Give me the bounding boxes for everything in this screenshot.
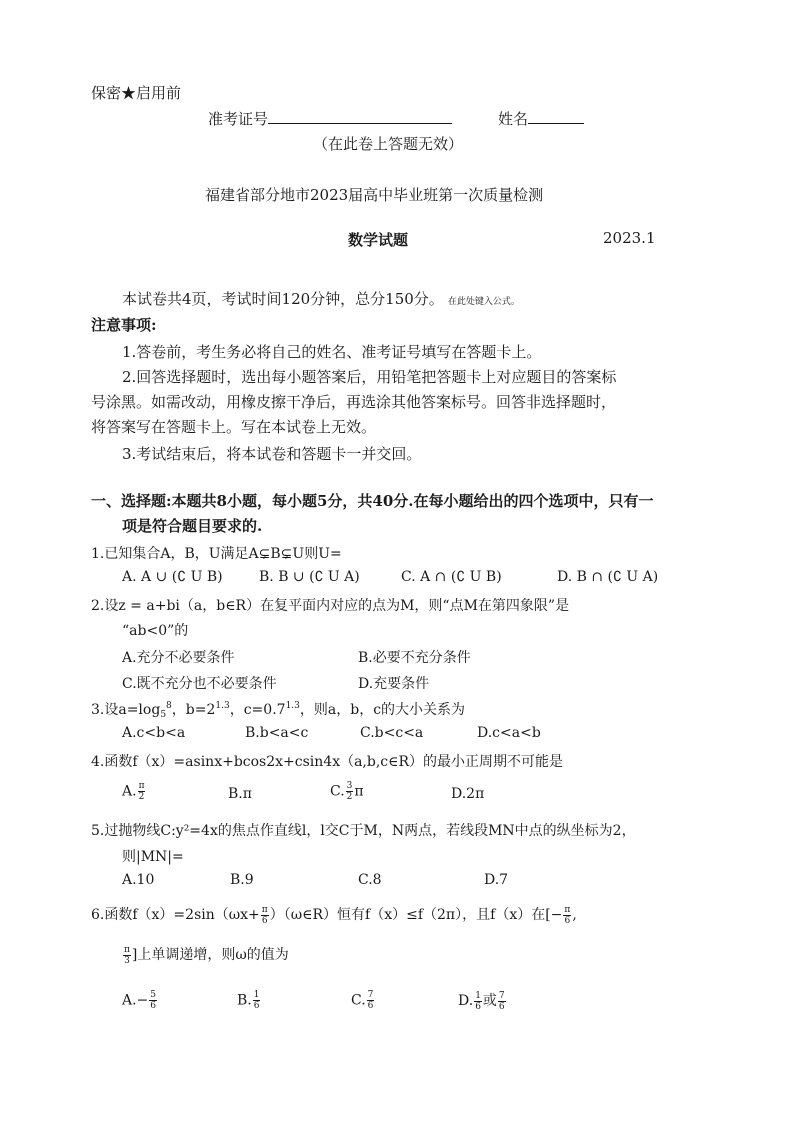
q6-option-a-den: 6 xyxy=(150,1001,157,1011)
q4-stem: 4.函数f（x）=asinx+bcos2x+csin4x（a,b,c∈R）的最小正周期不可能是 xyxy=(91,754,564,770)
q6-option-c-den: 6 xyxy=(367,1001,374,1011)
q6-option-d[interactable] xyxy=(458,990,507,1012)
q6-option-a-label: A.− xyxy=(122,992,149,1009)
q5-option-c[interactable]: C.8 xyxy=(358,872,382,888)
q3-stem-prefix: 3.设a=log xyxy=(91,702,161,718)
q4-option-a-fraction xyxy=(138,781,146,802)
q6-option-b-den: 6 xyxy=(253,1001,260,1011)
intro-line xyxy=(122,288,520,309)
subject-title: 数学试题 xyxy=(348,231,409,249)
q6-option-c-num: 7 xyxy=(367,990,374,1000)
note-1: 1.答卷前，考生务必将自己的姓名、准考证号填写在答题卡上。 xyxy=(122,343,542,361)
q1-stem: 1.已知集合A，B，U满足A⊊B⊊U则U= xyxy=(91,546,342,562)
q4-option-a-den: 2 xyxy=(138,792,145,802)
q3-stem xyxy=(91,699,465,720)
q6-option-d-or: 或 xyxy=(482,993,497,1009)
q5-option-b[interactable]: B.9 xyxy=(230,872,254,888)
q3-option-c[interactable]: C.b<c<a xyxy=(360,725,424,741)
q4-option-c-label: C. xyxy=(330,783,345,800)
q1-option-a[interactable]: A. A ∪ (∁ U B) xyxy=(122,569,223,585)
q6-option-d-fraction-2 xyxy=(498,991,506,1012)
q3-option-a[interactable]: A.c<b<a xyxy=(122,725,186,741)
q3-option-d[interactable]: D.c<a<b xyxy=(477,725,541,741)
q6-frac3-den: 3 xyxy=(124,955,130,966)
q6-stem-a2: ）（ω∈R）恒有f（x）≤f（2π），且f（x）在[− xyxy=(269,907,563,923)
q4-option-c-fraction xyxy=(346,781,354,802)
q5-stem-a: 5.过抛物线C:y²=4x的焦点作直线l，l交C于M，N两点，若线段MN中点的纵坐标为2， xyxy=(91,823,636,839)
q3-stem-mid1: ，b=2 xyxy=(171,702,216,718)
q3-log-arg: 8 xyxy=(166,701,172,711)
q6-frac1-num: π xyxy=(261,904,268,915)
q6-option-b-num: 1 xyxy=(253,990,260,1000)
q6-frac1-den: 6 xyxy=(261,915,268,926)
q3-stem-mid2: ，c=0.7 xyxy=(229,702,286,718)
q6-frac3-num: π xyxy=(124,944,130,955)
q4-option-a-num: π xyxy=(138,781,145,791)
intro-text: 本试卷共4页，考试时间120分钟，总分150分。 xyxy=(122,290,444,308)
q6-frac2-num: π xyxy=(564,904,571,915)
q4-option-a[interactable] xyxy=(122,781,146,802)
q1-option-d[interactable]: D. B ∩ (∁ U A) xyxy=(557,569,659,585)
q6-option-d-den2: 6 xyxy=(498,1001,505,1012)
q6-option-d-label: D. xyxy=(458,993,474,1009)
q6-option-c-label: C. xyxy=(351,992,366,1009)
q2-stem-b: “ab<0”的 xyxy=(122,623,189,639)
q6-option-c-fraction xyxy=(367,990,375,1011)
q1-option-c[interactable]: C. A ∩ (∁ U B) xyxy=(401,569,502,585)
q6-fraction-1 xyxy=(261,905,269,926)
q6-option-b[interactable] xyxy=(237,990,261,1011)
note-2a: 2.回答选择题时，选出每小题答案后，用铅笔把答题卡上对应题目的答案标 xyxy=(122,368,617,386)
q6-option-d-den1: 6 xyxy=(475,1001,481,1012)
q4-option-c[interactable] xyxy=(330,781,364,802)
notes-heading: 注意事项: xyxy=(91,316,157,334)
exam-id-blank[interactable] xyxy=(268,108,452,124)
q4-option-a-label: A. xyxy=(122,783,137,800)
q5-option-a[interactable]: A.10 xyxy=(122,872,155,888)
exam-id-label: 准考证号 xyxy=(208,110,269,128)
q4-option-c-num: 3 xyxy=(346,781,353,791)
formula-hint: 在此处键入公式。 xyxy=(447,297,520,307)
q6-frac2-den: 6 xyxy=(564,915,571,926)
q4-option-c-den: 2 xyxy=(346,792,353,802)
q6-option-d-num2: 7 xyxy=(498,990,505,1001)
q6-option-a-fraction xyxy=(149,990,157,1011)
name-row xyxy=(498,108,584,129)
q6-option-a[interactable] xyxy=(122,990,158,1011)
q2-option-b[interactable]: B.必要不充分条件 xyxy=(358,650,471,666)
name-label: 姓名 xyxy=(498,110,529,128)
q4-option-c-suffix: π xyxy=(354,783,364,800)
q2-stem-a: 2.设z = a+bi（a，b∈R）在复平面内对应的点为M，则“点M在第四象限”是 xyxy=(91,598,570,614)
q6-fraction-2 xyxy=(563,905,571,926)
q3-option-b[interactable]: B.b<a<c xyxy=(245,725,309,741)
q6-stem-a3: , xyxy=(572,907,577,923)
q4-option-d[interactable]: D.2π xyxy=(451,786,485,802)
invalid-notice: （在此卷上答题无效） xyxy=(313,135,464,153)
q2-option-a[interactable]: A.充分不必要条件 xyxy=(122,650,235,666)
exam-title: 福建省部分地市2023届高中毕业班第一次质量检测 xyxy=(205,186,544,204)
q6-option-c[interactable] xyxy=(351,990,375,1011)
exam-date: 2023.1 xyxy=(603,229,656,247)
q6-stem-a xyxy=(91,904,577,926)
q4-option-b[interactable]: B.π xyxy=(228,786,252,802)
q6-stem-b xyxy=(122,944,289,966)
section-heading-line2: 项是符合题目要求的. xyxy=(122,517,263,535)
q5-stem-b: 则|MN|= xyxy=(122,849,184,865)
q2-option-d[interactable]: D.充要条件 xyxy=(358,676,430,692)
confidential-label: 保密★启用前 xyxy=(91,84,182,102)
q1-option-b[interactable]: B. B ∪ (∁ U A) xyxy=(259,569,360,585)
q6-stem-a1: 6.函数f（x）=2sin（ωx+ xyxy=(91,907,260,923)
q6-fraction-3 xyxy=(123,945,131,966)
note-2b: 号涂黑。如需改动，用橡皮擦干净后，再选涂其他答案标号。回答非选择题时， xyxy=(91,393,617,411)
q3-stem-suffix: ，则a，b，c的大小关系为 xyxy=(299,702,466,718)
name-blank[interactable] xyxy=(528,108,584,124)
q6-option-d-num1: 1 xyxy=(475,990,481,1001)
exam-id-row xyxy=(208,108,452,129)
q6-stem-b-text: ]上单调递增，则ω的值为 xyxy=(131,947,289,963)
q6-option-a-num: 5 xyxy=(150,990,157,1000)
note-2c: 将答案写在答题卡上。写在本试卷上无效。 xyxy=(91,418,377,436)
note-3: 3.考试结束后，将本试卷和答题卡一并交回。 xyxy=(122,445,422,463)
q3-exp1: 1.3 xyxy=(215,701,230,711)
q3-log-base: 5 xyxy=(160,710,167,720)
q3-exp2: 1.3 xyxy=(285,701,300,711)
q5-option-d[interactable]: D.7 xyxy=(484,872,509,888)
q6-option-b-fraction xyxy=(253,990,261,1011)
q6-option-d-fraction-1 xyxy=(474,991,482,1012)
q2-option-c[interactable]: C.既不充分也不必要条件 xyxy=(122,676,277,692)
q6-option-b-label: B. xyxy=(237,992,252,1009)
section-heading-line1: 一、选择题:本题共8小题，每小题5分，共40分.在每小题给出的四个选项中，只有一 xyxy=(91,492,654,510)
